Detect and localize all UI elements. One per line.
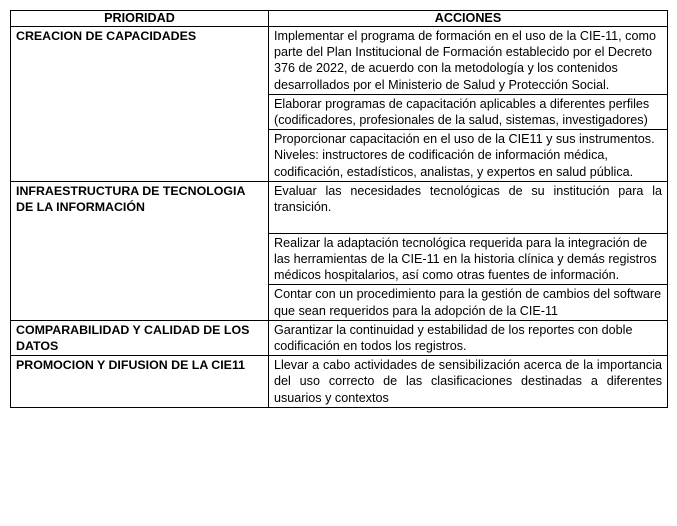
table-row [11,27,668,95]
action-cell: Elaborar programas de capacitación aplicables a diferentes perfiles (codificadores, profesionales de la salud, sistemas, investigadores) [269,94,668,129]
header-row [11,11,668,27]
action-cell: Proporcionar capacitación en el uso de la CIE11 y sus instrumentos. Niveles: instructores de codificación de información médica, codificación, estadísticos, analistas, y expertos en salud pública. [269,130,668,182]
header-priority: PRIORIDAD [11,11,269,27]
table-row [11,320,668,355]
priority-cell: COMPARABILIDAD Y CALIDAD DE LOS DATOS [11,320,269,355]
priority-cell: INFRAESTRUCTURA DE TECNOLOGIA DE LA INFORMACIÓN [11,181,269,320]
action-cell: Llevar a cabo actividades de sensibilización acerca de la importancia del uso correcto de las clasificaciones destinadas a diferentes usuarios y contextos [269,356,668,408]
action-cell: Contar con un procedimiento para la gestión de cambios del software que sean requeridos para la adopción de la CIE-11 [269,285,668,320]
priority-cell: PROMOCION Y DIFUSION DE LA CIE11 [11,356,269,408]
action-cell: Evaluar las necesidades tecnológicas de su institución para la transición. [269,181,668,233]
priorities-actions-table [10,10,668,408]
header-actions: ACCIONES [269,11,668,27]
table-row [11,181,668,233]
action-cell: Implementar el programa de formación en el uso de la CIE-11, como parte del Plan Institucional de Formación establecido por el Decreto 376 de 2022, de acuerdo con la metodología y los contenidos desarrollados por el Ministerio de Salud y Protección Social. [269,27,668,95]
priority-cell: CREACION DE CAPACIDADES [11,27,269,182]
action-cell: Garantizar la continuidad y estabilidad de los reportes con doble codificación en todos los registros. [269,320,668,355]
table-row [11,356,668,408]
action-cell: Realizar la adaptación tecnológica requerida para la integración de las herramientas de la CIE-11 en la historia clínica y demás registros médicos hospitalarios, así como otras fuentes de información. [269,233,668,285]
